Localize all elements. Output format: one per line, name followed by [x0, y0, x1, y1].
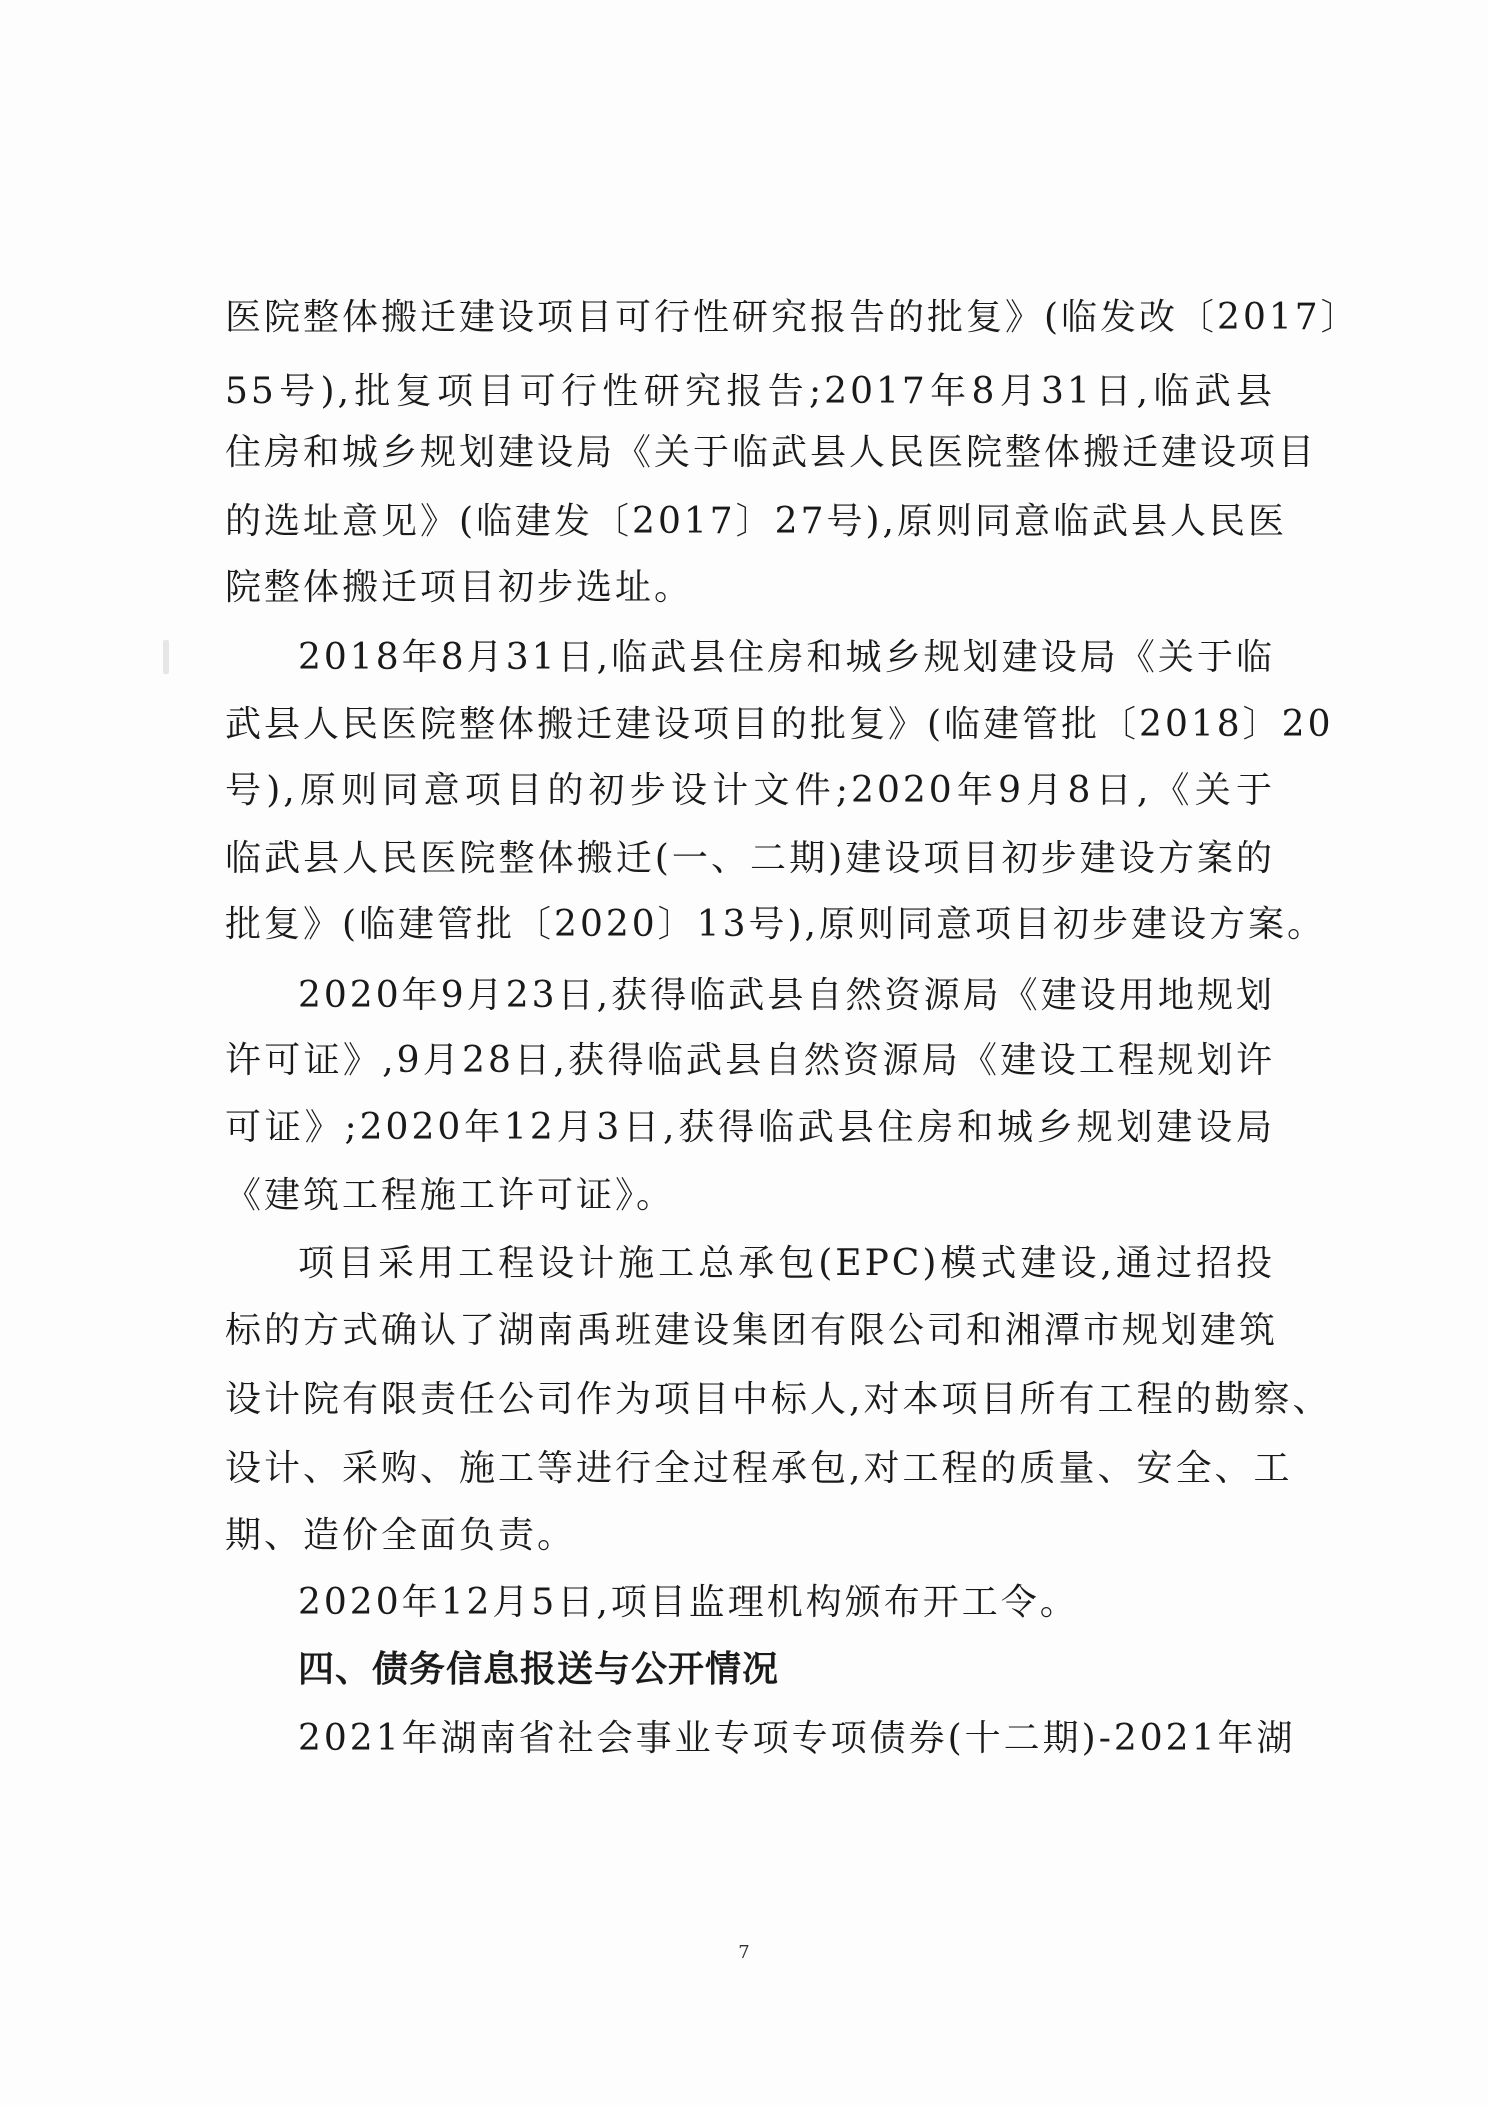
- body-line: 医院整体搬迁建设项目可行性研究报告的批复》(临发改〔2017〕: [225, 297, 1360, 338]
- body-line: 《建筑工程施工许可证》。: [225, 1175, 676, 1216]
- body-line: 临武县人民医院整体搬迁(一、二期)建设项目初步建设方案的: [225, 838, 1275, 879]
- body-line: 标的方式确认了湖南禹班建设集团有限公司和湘潭市规划建筑: [225, 1310, 1279, 1351]
- body-line: 武县人民医院整体搬迁建设项目的批复》(临建管批〔2018〕20: [225, 704, 1334, 745]
- body-line: 号),原则同意项目的初步设计文件;2020年9月8日,《关于: [225, 770, 1275, 811]
- body-line: 批复》(临建管批〔2020〕13号),原则同意项目初步建设方案。: [225, 904, 1326, 945]
- body-line: 院整体搬迁项目初步选址。: [225, 567, 694, 608]
- body-line: 项目采用工程设计施工总承包(EPC)模式建设,通过招投: [298, 1243, 1275, 1284]
- section-heading: 四、债务信息报送与公开情况: [298, 1649, 780, 1690]
- body-line: 设计院有限责任公司作为项目中标人,对本项目所有工程的勘察、: [225, 1379, 1332, 1420]
- body-line: 2018年8月31日,临武县住房和城乡规划建设局《关于临: [298, 637, 1275, 678]
- body-line: 期、造价全面负责。: [225, 1515, 577, 1556]
- body-line: 的选址意见》(临建发〔2017〕27号),原则同意临武县人民医: [225, 501, 1287, 542]
- body-line: 2020年12月5日,项目监理机构颁布开工令。: [298, 1582, 1079, 1623]
- page-number: 7: [738, 1942, 750, 1963]
- scan-mark: [163, 640, 169, 674]
- body-line: 2021年湖南省社会事业专项专项债券(十二期)-2021年湖: [298, 1718, 1296, 1759]
- body-line: 2020年9月23日,获得临武县自然资源局《建设用地规划: [298, 975, 1275, 1016]
- body-line: 住房和城乡规划建设局《关于临武县人民医院整体搬迁建设项目: [225, 432, 1318, 473]
- body-line: 设计、采购、施工等进行全过程承包,对工程的质量、安全、工: [225, 1448, 1293, 1489]
- body-line: 可证》;2020年12月3日,获得临武县住房和城乡规划建设局: [225, 1107, 1275, 1148]
- body-line: 许可证》,9月28日,获得临武县自然资源局《建设工程规划许: [225, 1040, 1275, 1081]
- body-line: 55号),批复项目可行性研究报告;2017年8月31日,临武县: [225, 371, 1275, 412]
